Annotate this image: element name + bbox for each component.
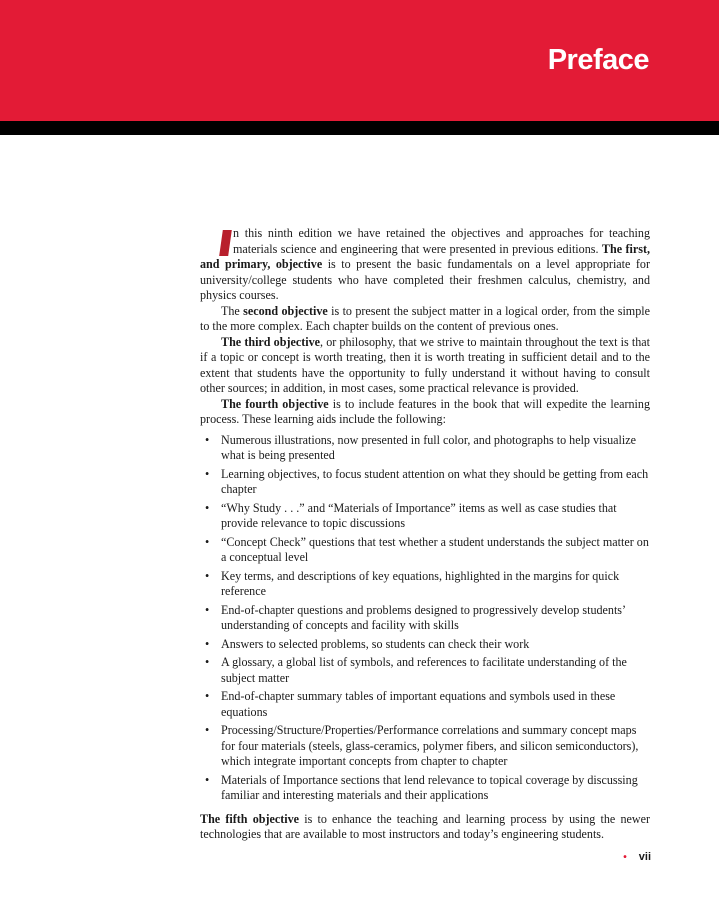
bullet-icon: •	[205, 432, 210, 447]
fourth-objective-label: The fourth objective	[221, 396, 329, 411]
fifth-objective-label: The fifth objective	[200, 811, 300, 826]
bullet-icon: •	[205, 772, 210, 787]
bullet-icon: •	[205, 636, 210, 651]
second-pre-text: The	[221, 303, 244, 318]
third-objective-text: , or philosophy, that we strive to maintain throughout the text is that if a topic or concept is worth treating, then it is worth treating in sufficient detail and to the extent that students have the opportunity to fully understand it without having to consult other sources; in addition, in most cases, some practical relevance is provided.	[200, 334, 650, 395]
list-item	[200, 433, 650, 464]
bullet-icon: •	[205, 602, 210, 617]
third-objective-paragraph	[200, 335, 650, 397]
fifth-objective-paragraph	[200, 812, 650, 843]
list-item	[200, 467, 650, 498]
list-item-text: Learning objectives, to focus student attention on what they should be getting from each chapter	[221, 466, 649, 496]
third-objective-label: The third objective	[221, 334, 321, 349]
list-item	[200, 501, 650, 532]
list-item-text: Numerous illustrations, now presented in full color, and photographs to help visualize what is being presented	[221, 432, 636, 462]
bullet-icon: •	[205, 568, 210, 583]
list-item-text: Materials of Importance sections that lend relevance to topical coverage by discussing familiar and interesting materials and their applications	[221, 772, 638, 802]
list-item	[200, 773, 650, 804]
bullet-icon: •	[205, 466, 210, 481]
list-item	[200, 655, 650, 686]
first-objective-label: The first, and primary, objective	[200, 241, 650, 271]
preface-body	[200, 226, 650, 843]
second-objective-text: is to present the subject matter in a logical order, from the simple to the more complex. Each chapter builds on the content of previous ones.	[200, 303, 650, 333]
list-item	[200, 569, 650, 600]
list-item-text: Processing/Structure/Properties/Performance correlations and summary concept maps for four materials (steels, glass-ceramics, polymer fibers, and silicon semiconductors), which integrate important concepts from chapter to chapter	[221, 723, 639, 768]
list-item-text: End-of-chapter summary tables of important equations and symbols used in these equations	[221, 689, 616, 719]
list-item	[200, 723, 650, 770]
list-item	[200, 689, 650, 720]
list-item-text: End-of-chapter questions and problems designed to progressively develop students’ understanding of concepts and facility with skills	[221, 602, 626, 632]
list-item	[200, 535, 650, 566]
list-item-text: Answers to selected problems, so students can check their work	[221, 636, 530, 651]
intro-text-end: is to present the basic fundamentals on a level appropriate for university/college students who have completed their freshmen calculus, chemistry, and physics courses.	[200, 257, 650, 302]
intro-text-start: n this ninth edition we have retained the objectives and approaches for teaching materials science and engineering that were presented in previous editions.	[233, 226, 650, 256]
list-item	[200, 603, 650, 634]
page-title: Preface	[547, 44, 649, 76]
bullet-icon: •	[205, 500, 210, 515]
learning-aids-list	[200, 433, 650, 804]
bullet-icon: •	[205, 655, 210, 669]
bullet-icon: •	[205, 534, 210, 549]
page-number: vii	[638, 851, 651, 863]
list-item-text: Key terms, and descriptions of key equations, highlighted in the margins for quick reference	[221, 568, 620, 598]
fourth-objective-text: is to include features in the book that will expedite the learning process. These learning aids include the following:	[200, 396, 650, 426]
header-black-bar	[0, 121, 719, 135]
intro-paragraph	[200, 226, 650, 304]
second-objective-label: second objective	[243, 303, 328, 318]
fifth-objective-text: is to enhance the teaching and learning process by using the newer technologies that are available to most instructors and today’s engineering students.	[200, 811, 650, 841]
folio-dot-icon: •	[623, 852, 627, 863]
bullet-icon: •	[205, 689, 210, 703]
list-item-text: “Why Study . . .” and “Materials of Importance” items as well as case studies that provide relevance to topic discussions	[221, 500, 617, 530]
bullet-icon: •	[205, 723, 210, 737]
list-item-text: A glossary, a global list of symbols, and references to facilitate understanding of the subject matter	[221, 655, 627, 685]
dropcap-letter-i	[219, 230, 232, 256]
second-objective-paragraph	[200, 304, 650, 335]
list-item-text: “Concept Check” questions that test whether a student understands the subject matter on a conceptual level	[221, 534, 649, 564]
fourth-objective-paragraph	[200, 397, 650, 428]
page-folio	[623, 851, 651, 863]
list-item	[200, 637, 650, 653]
